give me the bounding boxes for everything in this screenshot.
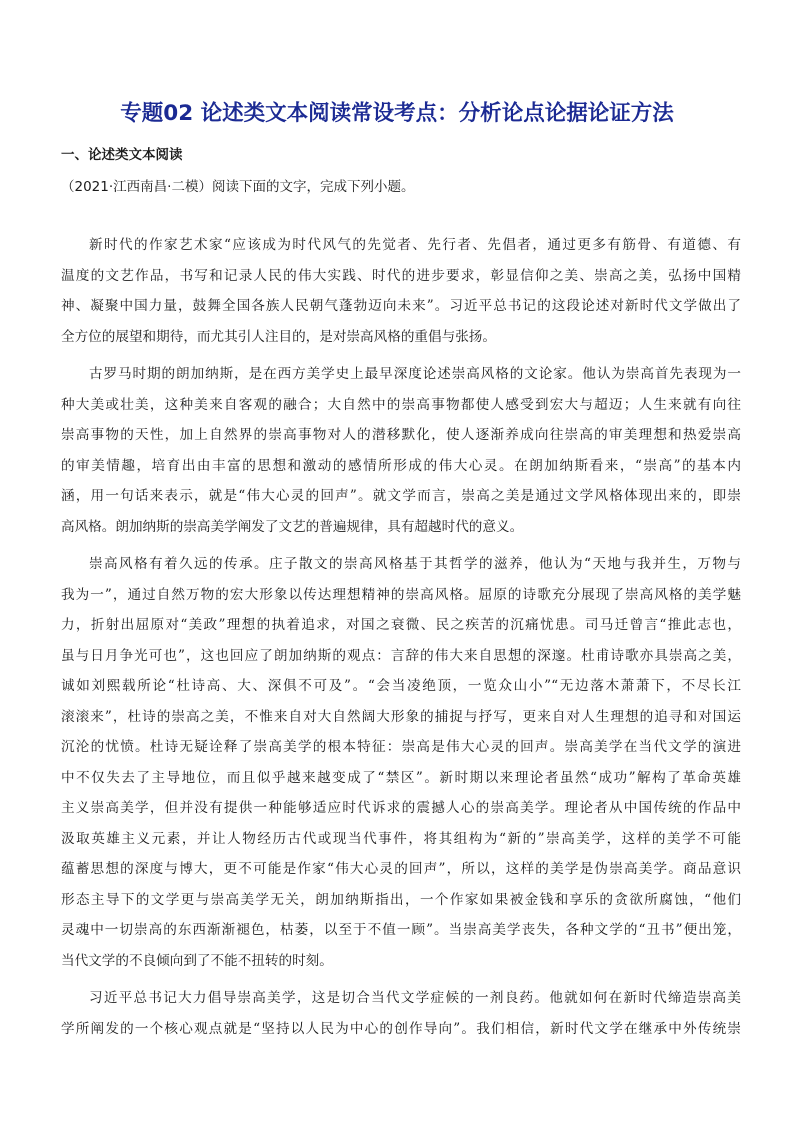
text-line: 滚滚来”，杜诗的崇高之美，不惟来自对大自然阔大形象的捕捉与抒写，更来自对人生理想的追寻和对国运 [61,708,741,725]
text-line: 形态主导下的文学更与崇高美学无关，朗加纳斯指出，一个作家如果被金钱和享乐的贪欲所腐蚀，“他们 [61,891,741,908]
article-body [61,235,741,1049]
text-line: 的审美情趣，培育出由丰富的思想和激动的感情所形成的伟大心灵。在朗加纳斯看来，“崇高”的基本内 [61,457,741,474]
document-title: 专题02 论述类文本阅读常设考点：分析论点论据论证方法 [120,101,674,126]
text-line: 学所阐发的一个核心观点就是“坚持以人民为中心的创作导向”。我们相信，新时代文学在继承中外传统崇 [61,1020,741,1037]
text-line: 力，折射出屈原对“美政”理想的执着追求，对国之衰微、民之疾苦的沉痛忧患。司马迁曾言“推此志也， [61,617,741,633]
text-line: 灵魂中一切崇高的东西渐渐褪色，枯萎，以至于不值一顾”。当崇高美学丧失，各种文学的“丑书”便出笼， [61,922,741,938]
text-line: 崇高风格有着久远的传承。庄子散文的崇高风格基于其哲学的滋养，他认为“天地与我并生，万物与 [89,556,741,572]
text-line: 汲取英雄主义元素，并让人物经历古代或现当代事件，将其组构为“新的”崇高美学，这样的美学不可能 [61,830,741,847]
paragraph-2 [61,364,741,547]
text-line: 中不仅失去了主导地位，而且似乎越来越变成了“禁区”。新时期以来理论者虽然“成功”解构了革命英雄 [61,769,741,786]
text-line: 当代文学的不良倾向到了不能不扭转的时刻。 [61,952,333,969]
text-line: 高风格。朗加纳斯的崇高美学阐发了文艺的普遍规律，具有超越时代的意义。 [61,518,524,535]
source-line: （2021·江西南昌·二模）阅读下面的文字，完成下列小题。 [61,179,415,195]
text-line: 古罗马时期的朗加纳斯，是在西方美学史上最早深度论述崇高风格的文论家。他认为崇高首先表现为一 [89,366,741,382]
paragraph-1 [61,235,741,357]
text-line: 神、凝聚中国力量，鼓舞全国各族人民朝气蓬勃迈向未来”。习近平总书记的这段论述对新时代文学做出了 [61,298,741,314]
text-line: 诚如刘熙载所论“杜诗高、大、深俱不可及”。“会当凌绝顶，一览众山小”“无边落木萧萧下，不尽长江 [61,678,741,694]
text-line: 温度的文艺作品，书写和记录人民的伟大实践、时代的进步要求，彰显信仰之美、崇高之美，弘扬中国精 [61,267,741,284]
text-line: 种大美或壮美，这种美来自客观的融合；大自然中的崇高事物都使人感受到宏大与超迈；人生来就有向往 [61,396,741,413]
text-line: 全方位的展望和期待，而尤其引人注目的，是对崇高风格的重倡与张扬。 [61,328,496,345]
text-line: 涵，用一句话来表示，就是“伟大心灵的回声”。就文学而言，崇高之美是通过文学风格体现出来的，即崇 [61,488,741,504]
text-line: 沉沦的忧愤。杜诗无疑诠释了崇高美学的根本特征：崇高是伟大心灵的回声。崇高美学在当代文学的演进 [61,739,741,755]
text-line: 我为一”，通过自然万物的宏大形象以传达理想精神的崇高风格。屈原的诗歌充分展现了崇高风格的美学魅 [61,586,741,603]
text-line: 主义崇高美学，但并没有提供一种能够适应时代诉求的震撼人心的崇高美学。理论者从中国传统的作品中 [61,800,741,816]
text-line: 崇高事物的天性，加上自然界的崇高事物对人的潜移默化，使人逐渐养成向往崇高的审美理想和热爱崇高 [61,427,741,443]
text-line: 新时代的作家艺术家“应该成为时代风气的先觉者、先行者、先倡者，通过更多有筋骨、有道德、有 [89,237,741,253]
text-line: 蕴蓄思想的深度与博大，更不可能是作家“伟大心灵的回声”，所以，这样的美学是伪崇高美学。商品意识 [61,861,741,877]
section-heading: 一、论述类文本阅读 [61,147,183,163]
text-line: 习近平总书记大力倡导崇高美学，这是切合当代文学症候的一剂良药。他就如何在新时代缔造崇高美 [89,990,741,1006]
paragraph-4 [61,988,741,1049]
text-line: 虽与日月争光可也”，这也回应了朗加纳斯的观点：言辞的伟大来自思想的深邃。杜甫诗歌亦具崇高之美， [61,647,741,664]
paragraph-3 [61,554,741,981]
